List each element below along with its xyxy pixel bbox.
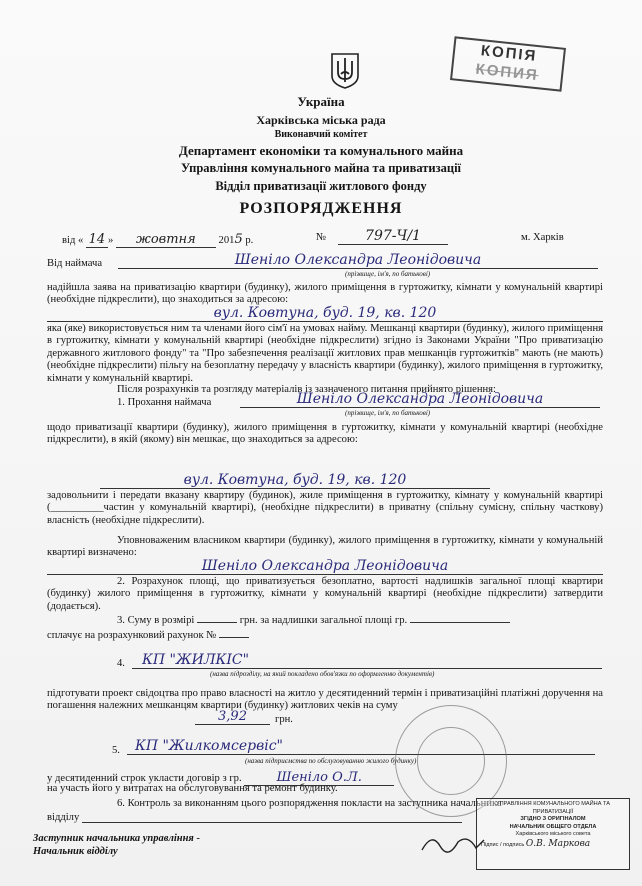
account-line [47,630,249,641]
tenant-caption: (прізвище, ім'я, по батькові) [345,270,431,278]
sum-tail: грн. за надлишки загальної площі гр. [239,615,408,626]
item1-name: Шеніло Олександра Леонідовича [240,391,600,408]
cert-stamp-sign-label: Підпис / подпись [481,841,525,848]
date-year-prefix: 201 [218,235,235,246]
signature-role-2: Начальник відділу [33,846,118,857]
order-number: 797-Ч/1 [338,228,448,245]
city-council: Харківська міська рада [256,113,386,127]
copy-stamp [450,36,566,91]
sum-line [117,615,510,626]
item5-caption: (назва підприємства по обслуговуванню жилого будинку) [245,757,417,765]
date-line: від « 14 » жовтня 2015 р. [62,232,254,247]
directorate-name: Управління комунального майна та приватизації [180,161,462,175]
item5-value: КП "Жилкомсервіс" [127,738,595,755]
paragraph-contract-tail: на участь його у витратах на обслуговування та ремонт будинку. [47,783,338,794]
date-year-suffix: р. [245,235,254,246]
address2-value: вул. Ковтуна, буд. 19, кв. 120 [100,472,490,489]
paragraph-transfer: задовольнити і передати вказану квартиру (будинок), жиле приміщення в гуртожитку, кімнату у комунальній квартирі (__________частин у комунальній квартирі), (необхідне підкреслити) в приватну (спільну сумісну, спільну часткову) власність (необхідне підкреслити). [47,490,603,526]
paragraph-owner: Уповноваженим власником квартири (будинку), жилого приміщення в гуртожитку, кімнати у комунальній квартирі визначено: [47,535,603,559]
date-month: жовтня [116,232,216,248]
copy-stamp-line2: КОПИЯ [474,60,540,85]
item4-label: 4. [117,658,125,669]
owner-name: Шеніло Олександра Леонідовича [47,558,603,575]
certification-stamp [476,798,630,870]
sum-unit: грн. [275,714,293,725]
paragraph-benefit: яка (яке) використовується ним та членами його сім'ї на умовах найму. Мешканці квартири (будинку), жилого приміщення в гуртожитку, кімнати у комунальній квартирі (необхідне підкреслити) згідно із Законами України "Про приватизацію державного житлового фонду" та "Про забезпечення реалізації житлових прав мешканців гуртожитків" мають (не мають) (необхідне підкреслити) пільгу на безоплатну передачу у власність квартири (будинку), жилого приміщення в гуртожитку, кімнати у комунальній квартирі. [47,323,603,384]
signature-scribble [418,828,488,858]
account-label: сплачує на розрахунковий рахунок № [47,630,217,641]
item5-label: 5. [112,745,120,756]
contract-label: у десятиденний строк укласти договір з гр. [47,773,242,784]
date-prefix: від « [62,235,84,246]
contract-name: Шеніло О.Л. [244,770,394,786]
paragraph-area: 2. Розрахунок площі, що приватизується безоплатно, вартості надлишків загальної площі квартири (будинку) жилого приміщення в гуртожитку, кімнати у комунальній квартирі (необхідне підкреслити) затвердити (додається). [47,576,603,612]
tenant-name: Шеніло Олександра Леонідовича [118,252,598,269]
date-year-digit: 5 [234,232,243,247]
coat-of-arms-icon [330,52,360,90]
cert-stamp-line2: ЗГІДНО З ОРИГІНАЛОМ [520,816,586,823]
round-seal-inner [417,727,485,795]
city-label: м. Харків [521,232,564,243]
paragraph-application: надійшла заява на приватизацію квартири (будинку), жилого приміщення в гуртожитку, кімнати у комунальній квартирі (необхідне підкреслити), що знаходиться за адресою: [47,282,603,306]
paragraph-decision: Після розрахунків та розгляду матеріалів із зазначеного питання прийнято рішення: [117,384,496,395]
document-title: РОЗПОРЯДЖЕННЯ [239,200,403,217]
department-name: Департамент економіки та комунального майна [178,143,464,158]
paragraph-privatization: щодо приватизації квартири (будинку), жилого приміщення в гуртожитку, кімнати у комунальній квартирі (необхідне підкреслити), в якій (якому) він мешкає, що знаходиться за адресою: [47,422,603,446]
control-tail: відділу [47,812,80,823]
copy-stamp-line1: КОПІЯ [480,42,539,65]
signature-role-1: Заступник начальника управління - [33,833,200,844]
date-day: 14 [86,232,108,248]
executive-committee: Виконавчий комітет [274,129,368,140]
cert-stamp-line3: НАЧАЛЬНИК ОБЩЕГО ОТДЕЛА [509,823,597,830]
cert-stamp-line4: Харківського міського совета [515,831,591,838]
item1-caption: (прізвище, ім'я, по батькові) [345,409,431,417]
item1-label: 1. Прохання наймача [117,397,212,408]
sum-value: 3,92 [195,709,270,725]
control-line: 6. Контроль за виконанням цього розпорядження покласти на заступника начальника [117,798,502,809]
sum-label: 3. Суму в розмірі [117,615,195,626]
paragraph-certificate: підготувати проект свідоцтва про право власності на житло у десятиденний термін і приватизаційні платіжні доручення на погашення належних мешканцям квартири (будинку) житлових чеків на суму [47,688,603,712]
cert-stamp-signer: О.В. Маркова [525,838,591,849]
order-number-label: № [316,232,327,243]
tenant-label: Від наймача [47,258,103,269]
address-value: вул. Ковтуна, буд. 19, кв. 120 [47,305,603,322]
item4-value: КП "ЖИЛКІС" [132,652,602,669]
country-name: Україна [297,94,345,109]
division-name: Відділ приватизації житлового фонду [215,179,427,193]
cert-stamp-line1: УПРАВЛІННЯ КОМУНАЛЬНОГО МАЙНА ТА ПРИВАТИЗАЦІЇ [496,801,610,815]
item4-caption: (назва підрозділу, на який покладено обов'язки по оформленню документів) [210,670,435,678]
